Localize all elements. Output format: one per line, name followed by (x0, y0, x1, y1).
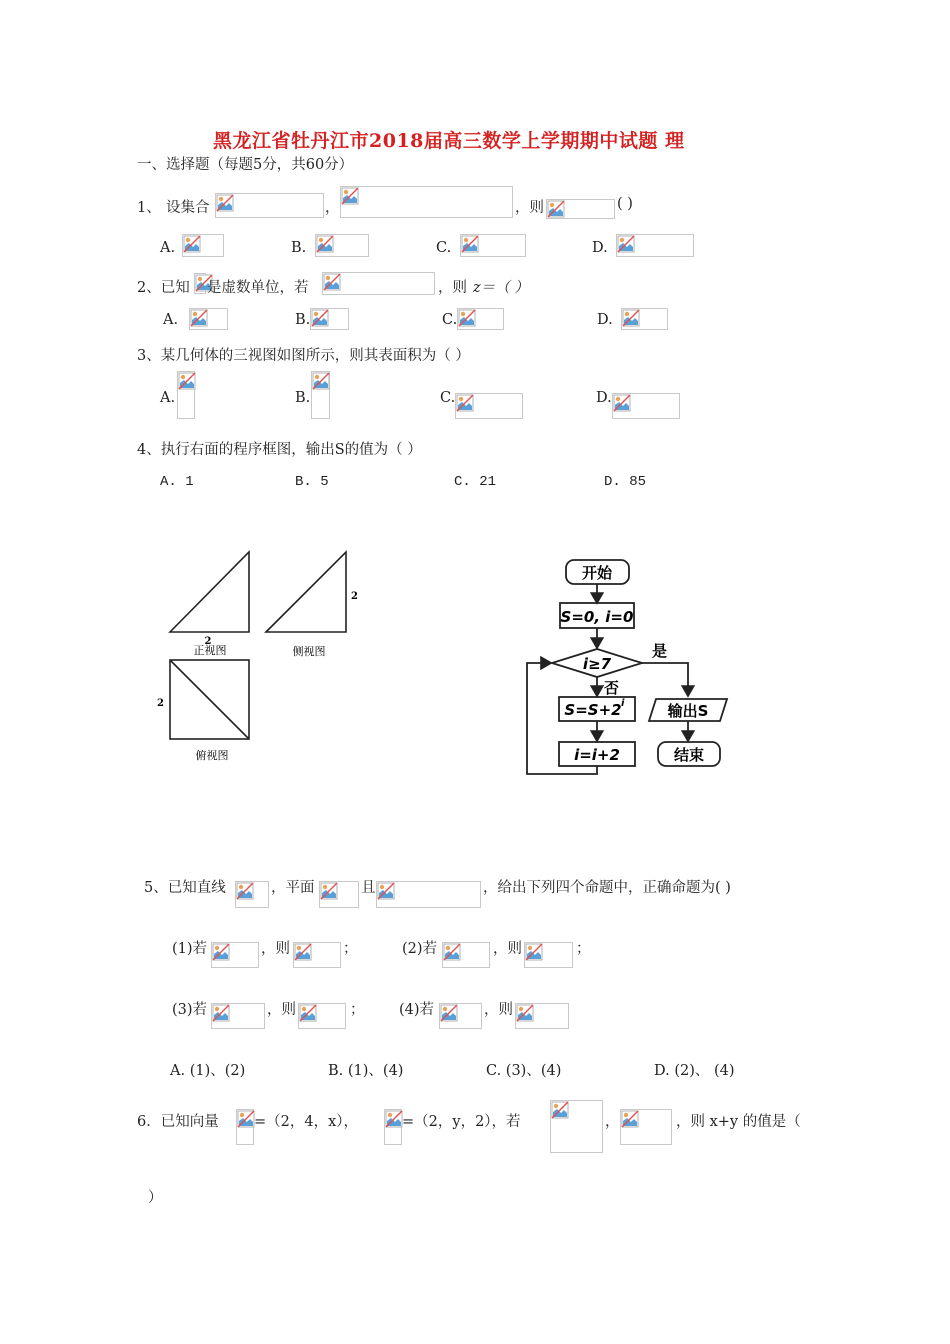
flow-update-s-label: S=S+2 (564, 701, 622, 719)
q2-option-d: D. (597, 312, 613, 328)
flow-update-i-label: i=i+2 (574, 746, 620, 764)
broken-image-icon (293, 942, 341, 968)
broken-image-icon (442, 942, 490, 968)
q1-option-c: C. (436, 240, 452, 256)
flow-init-label: S=0, i=0 (560, 608, 634, 626)
flow-exponent-label: i (621, 698, 625, 709)
broken-image-glyph (617, 235, 635, 253)
q1-then: ，则 (515, 200, 544, 216)
broken-image-glyph (613, 394, 631, 412)
broken-image-icon (311, 371, 330, 419)
broken-image-glyph (311, 309, 329, 327)
broken-image-glyph (212, 1004, 230, 1022)
q5-p4-then: ，则 (484, 1002, 513, 1018)
broken-image-glyph (456, 394, 474, 412)
top-view-diagonal (170, 660, 249, 739)
q2-option-b: B. (295, 312, 311, 328)
q5-p3-if: (3)若 (172, 1002, 208, 1018)
broken-image-glyph (551, 1101, 569, 1119)
broken-image-glyph (183, 235, 201, 253)
flow-output-label: 输出S (667, 702, 709, 720)
q2-text: 2、已知 (137, 280, 190, 296)
broken-image-icon (620, 1109, 672, 1145)
flow-yes-label: 是 (652, 642, 668, 660)
broken-image-glyph (547, 200, 565, 218)
broken-image-icon (298, 1003, 346, 1029)
q5-text-c: 且 (361, 880, 376, 896)
broken-image-glyph (516, 1004, 534, 1022)
broken-image-icon (616, 234, 694, 257)
q3-option-c: C. (440, 390, 456, 406)
broken-image-glyph (190, 309, 208, 327)
q1-option-b: B. (291, 240, 307, 256)
flow-end-label: 结束 (673, 746, 705, 764)
q5-p2-end: ； (576, 941, 591, 957)
side-dim-label: 2 (351, 591, 358, 602)
q6-text-c: =（2，y，2），若 (402, 1114, 521, 1130)
section-heading: 一、选择题（每题5分，共60分） (137, 157, 354, 173)
q2-option-a: A. (163, 312, 179, 328)
q5-p4-if: (4)若 (399, 1002, 435, 1018)
broken-image-glyph (323, 273, 341, 291)
broken-image-icon (189, 308, 228, 330)
broken-image-glyph (236, 882, 254, 900)
q5-text: 5、已知直线 (144, 880, 226, 896)
broken-image-icon (457, 308, 504, 330)
q5-p2-if: (2)若 (402, 941, 438, 957)
q3-text: 3、某几何体的三视图如图所示，则其表面积为（ ） (137, 348, 470, 364)
q4-option-b: B. 5 (295, 474, 329, 490)
broken-image-icon (182, 234, 224, 257)
broken-image-glyph (178, 372, 196, 390)
q2-option-c: C. (442, 312, 458, 328)
broken-image-glyph (622, 309, 640, 327)
flow-no-label: 否 (604, 679, 620, 697)
flow-condition-label: i≥7 (582, 655, 612, 673)
broken-image-glyph (216, 194, 234, 212)
side-view-label: 侧视图 (292, 645, 326, 658)
q3-option-b: B. (295, 390, 311, 406)
q5-option-b: B. (1)、(4) (328, 1063, 404, 1079)
broken-image-icon (524, 942, 573, 968)
q5-p1-if: (1)若 (172, 941, 208, 957)
page-title: 黑龙江省牡丹江市2018届高三数学上学期期中试题 理 (213, 130, 685, 152)
broken-image-icon (546, 199, 615, 219)
broken-image-glyph (316, 235, 334, 253)
broken-image-glyph (621, 1110, 639, 1128)
q5-option-a: A. (1)、(2) (170, 1063, 246, 1079)
q1-number: 1、 (137, 200, 161, 216)
q5-p2-then: ，则 (493, 941, 522, 957)
flowchart (515, 555, 740, 780)
q5-p1-then: ，则 (261, 941, 290, 957)
q4-option-d: D. 85 (604, 474, 647, 490)
q5-option-d: D. (2)、 (4) (654, 1063, 735, 1079)
broken-image-icon (319, 881, 359, 908)
broken-image-icon (384, 1109, 402, 1145)
broken-image-glyph (461, 235, 479, 253)
q1-text: 设集合 (166, 200, 210, 216)
broken-image-icon (235, 881, 269, 908)
q4-option-a: A. 1 (160, 474, 194, 490)
broken-image-icon (211, 1003, 265, 1029)
broken-image-glyph (237, 1110, 255, 1128)
broken-image-glyph (299, 1004, 317, 1022)
broken-image-icon (194, 273, 206, 294)
q5-p3-then: ，则 (267, 1002, 296, 1018)
q5-option-c: C. (3)、(4) (486, 1063, 562, 1079)
broken-image-icon (515, 1003, 569, 1029)
q3-option-a: A. (160, 390, 176, 406)
broken-image-icon (315, 234, 369, 257)
broken-image-glyph (212, 943, 230, 961)
broken-image-icon (310, 308, 349, 330)
q5-text-d: ，给出下列四个命题中，正确命题为( ) (483, 880, 731, 896)
broken-image-icon (340, 186, 513, 218)
q6-text-e: ，则 x+y 的值是（ (676, 1114, 801, 1130)
broken-image-icon (460, 234, 526, 257)
q2-text-b: 是虚数单位，若 (207, 280, 309, 296)
q1-option-d: D. (592, 240, 608, 256)
broken-image-icon (236, 1109, 254, 1145)
q5-p3-end: ； (350, 1002, 365, 1018)
q4-text: 4、执行右面的程序框图，输出S的值为（ ） (137, 442, 422, 458)
broken-image-icon (550, 1100, 603, 1153)
q5-text-b: ，平面 (271, 880, 315, 896)
broken-image-glyph (385, 1110, 403, 1128)
q6-text-d: ， (605, 1114, 620, 1130)
front-dim-label: 2 (204, 636, 212, 647)
q5-p1-end: ； (343, 941, 358, 957)
broken-image-glyph (320, 882, 338, 900)
broken-image-icon (376, 881, 481, 908)
broken-image-glyph (440, 1004, 458, 1022)
broken-image-icon (211, 942, 259, 968)
broken-image-glyph (525, 943, 543, 961)
broken-image-icon (177, 371, 195, 419)
front-view-triangle (170, 552, 249, 632)
q6-close-paren: ） (148, 1190, 163, 1206)
flow-start-label: 开始 (581, 564, 613, 582)
front-view-label: 正视图 (193, 644, 227, 657)
broken-image-icon (215, 193, 324, 218)
broken-image-glyph (312, 372, 330, 390)
q6-text: 6．已知向量 (137, 1114, 219, 1130)
q6-text-b: =（2，4，x）， (254, 1114, 359, 1130)
broken-image-glyph (443, 943, 461, 961)
q3-option-d: D. (596, 390, 612, 406)
broken-image-icon (455, 393, 523, 419)
broken-image-icon (439, 1003, 482, 1029)
broken-image-glyph (341, 187, 359, 205)
q2-text-c: ，则 (438, 280, 467, 296)
q4-option-c: C. 21 (454, 474, 497, 490)
broken-image-icon (322, 272, 435, 295)
top-dim-label: 2 (157, 698, 164, 709)
three-view-figure (150, 545, 370, 770)
q2-z-eq: z＝（ ） (473, 280, 529, 296)
broken-image-glyph (458, 309, 476, 327)
broken-image-icon (612, 393, 680, 419)
q1-option-a: A. (160, 240, 176, 256)
broken-image-icon (621, 308, 668, 330)
q1-paren: ( ) (617, 196, 633, 212)
broken-image-glyph (377, 882, 395, 900)
broken-image-glyph (294, 943, 312, 961)
q1-comma: ， (325, 200, 340, 216)
top-view-label: 俯视图 (195, 749, 229, 762)
side-view-triangle (266, 552, 346, 632)
